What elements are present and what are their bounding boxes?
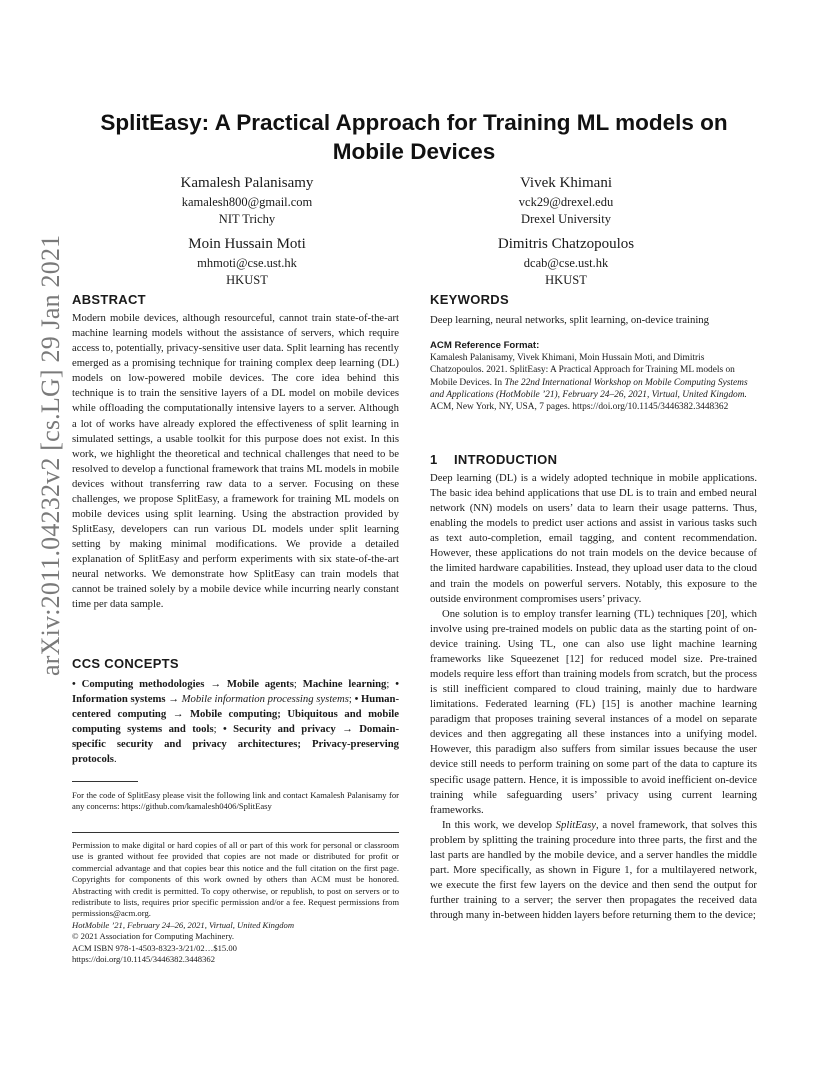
author-email: mhmoti@cse.ust.hk: [197, 256, 297, 270]
introduction-section: [430, 471, 757, 923]
author-block-3: [82, 234, 412, 289]
author-email: vck29@drexel.edu: [518, 195, 614, 209]
author-block-4: [401, 234, 731, 289]
permission-divider: [72, 832, 399, 833]
copyright-notice: © 2021 Association for Computing Machinery.: [72, 931, 235, 942]
acm-reference: [430, 340, 757, 413]
code-footnote: For the code of SplitEasy please visit the following link and contact Kamalesh Palanisamy for any concerns: https://github.com/kamalesh0406/SplitEasy: [72, 790, 399, 812]
acm-reference-heading: ACM Reference Format:: [430, 340, 540, 352]
abstract-heading: ABSTRACT: [72, 292, 146, 307]
author-name: Vivek Khimani: [520, 175, 612, 191]
author-affiliation: HKUST: [545, 273, 587, 287]
author-block-1: [82, 173, 412, 228]
intro-paragraph-3: In this work, we develop SplitEasy, a novel framework, that solves this problem by splitting the training procedure into three parts, the first and the last parts are handled by the mobile device, and a server handles the middle part. More specifically, as shown in Figure 1, for a multilayered network, we execute the first few layers on the device and then send the output for further training to a server; the server then propagates the received data through many in-between hidden layers before returning them to the device;: [430, 818, 757, 922]
author-email: dcab@cse.ust.hk: [523, 256, 609, 270]
author-affiliation: HKUST: [226, 273, 268, 287]
permission-text: Permission to make digital or hard copies of all or part of this work for personal or classroom use is granted without fee provided that copies are not made or distributed for profit or commercial advantage and that copies bear this notice and the full citation on the first page. Copyrights for components of this work owned by others than ACM must be honored. Abstracting with credit is permitted. To copy otherwise, or republish, to post on servers or to redistribute to lists, requires prior specific permission and/or a fee. Request permissions from permissions@acm.org.: [72, 840, 399, 919]
isbn: ACM ISBN 978-1-4503-8323-3/21/02…$15.00: [72, 942, 237, 953]
permission-block: [72, 840, 399, 965]
intro-paragraph-1: Deep learning (DL) is a widely adopted technique in mobile applications. The basic idea behind applications that use DL is to train and embed neural network (NN) models on users’ data to learn their usage patterns. Thus, enabling the models to predict user actions and assist in various tasks such as text auto-completion, email tagging, and content recommendation. However, these applications do not train models on the device because of the limited hardware capabilities. Instead, they upload user data to the cloud and train the models on powerful servers. Notably, this exposure to the outside environment compromises users’ privacy.: [430, 472, 757, 605]
keywords-text: Deep learning, neural networks, split learning, on-device training: [430, 314, 709, 326]
section-number: 1: [430, 452, 438, 467]
author-affiliation: NIT Trichy: [218, 212, 276, 226]
author-email: kamalesh800@gmail.com: [181, 195, 313, 209]
keywords-heading: KEYWORDS: [430, 292, 509, 307]
author-name: Kamalesh Palanisamy: [180, 175, 314, 191]
paper-title: SplitEasy: A Practical Approach for Training ML models on Mobile Devices: [100, 110, 728, 164]
footnote-divider: [72, 781, 138, 782]
arxiv-identifier: arXiv:2011.04232v2 [cs.LG] 29 Jan 2021: [36, 234, 65, 676]
abstract-section: [72, 292, 399, 613]
section-title: INTRODUCTION: [454, 452, 558, 467]
ccs-text: • Computing methodologies → Mobile agents; Machine learning; • Information systems → Mobile information processing systems; • Human-centered computing → Mobile computing; Ubiquitous and mobile computing systems and tools; • Security and privacy → Domain-specific security and privacy architectures; Privacy-preserving protocols.: [72, 678, 400, 766]
ccs-heading: CCS CONCEPTS: [72, 656, 179, 671]
author-block-2: [401, 173, 731, 228]
author-name: Moin Hussain Moti: [188, 236, 306, 252]
author-affiliation: Drexel University: [521, 212, 611, 226]
doi-link[interactable]: https://doi.org/10.1145/3446382.3448362: [72, 954, 215, 965]
keywords-section: [430, 292, 757, 414]
conference-venue: HotMobile ’21, February 24–26, 2021, Virtual, United Kingdom: [72, 919, 295, 930]
ccs-concepts-section: [72, 656, 399, 767]
abstract-text: Modern mobile devices, although resourceful, cannot train state-of-the-art machine learning models without the assistance of servers, which require access to, potentially, privacy-sensitive user data. Split learning has recently emerged as a promising technique for training complex deep learning (DL) models on low-powered mobile devices. The core idea behind this technique is to train the sensitive layers of a DL model on mobile devices while offloading the computationally intensive layers to a server. Although a lot of works have already explored the effectiveness of split learning in simulated settings, a usable toolkit for this purpose does not exist. In this work, we highlight the theoretical and technical challenges that need to be resolved to develop a functional framework that trains ML models in mobile devices without transferring raw data to a server. Focusing on these challenges, we propose SplitEasy, a framework for training ML models on mobile devices using split learning. Using the abstraction provided by SplitEasy, developers can run various DL models under split learning setting by making minimal modifications. We provide a detailed explanation of SplitEasy and perform experiments with six state-of-the-art neural networks. We demonstrate how SplitEasy can train models that cannot be trained solely by a mobile device while incurring nearly constant time per data sample.: [72, 312, 399, 611]
author-name: Dimitris Chatzopoulos: [497, 236, 635, 252]
intro-paragraph-2: One solution is to employ transfer learning (TL) techniques [20], which involve using pre-trained models on public data as the starting point of on-device training. Using TL, one can also use light machine learning frameworks like Squeezenet [12] for reduced model size. Pre-trained models require less effort than training models from scratch, but the process is still inefficient compared to cloud training, mainly due to hardware limitations. Federated learning (FL) [15] is another machine learning paradigm that proposes training several instances of a model on separate devices and then aggregating all these instances into a unifying model. However, this paradigm also suffers from similar issues because the user device still needs to perform training on some part of the data to capture its specific usage pattern. Hence, it is impossible to avoid inefficient on-device training while safeguarding users’ privacy using current learning frameworks.: [430, 607, 757, 816]
introduction-heading: [430, 452, 557, 467]
acm-reference-text: Kamalesh Palanisamy, Vivek Khimani, Moin Hussain Moti, and Dimitris Chatzopoulos. 2021. SplitEasy: A Practical Approach for Training ML models on Mobile Devices. In The 22nd International Workshop on Mobile Computing Systems and Applications (HotMobile ’21), February 24–26, 2021, Virtual, United Kingdom. ACM, New York, NY, USA, 7 pages. https://doi.org/10.1145/3446382.3448362: [430, 353, 748, 413]
